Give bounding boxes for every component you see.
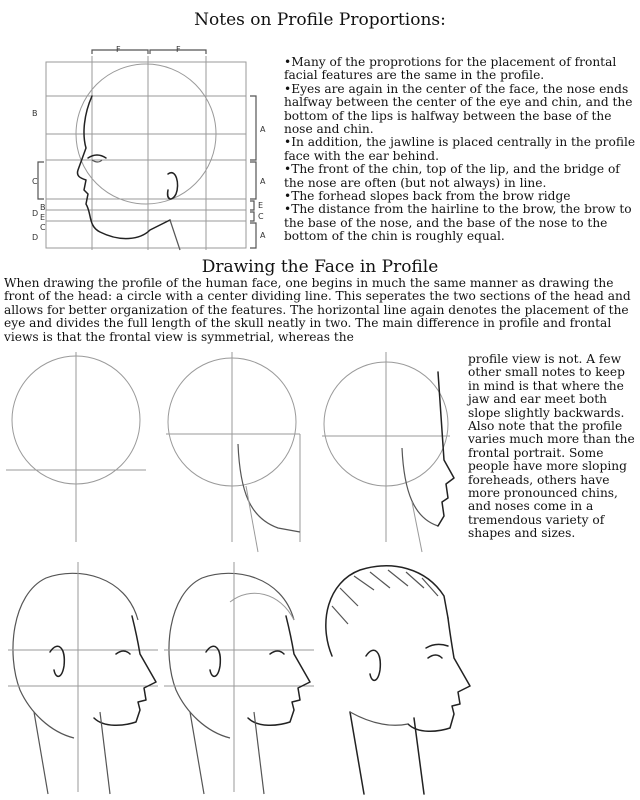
proportion-notes <box>284 56 636 244</box>
label-c: C <box>32 177 38 186</box>
note-item: • Many of the proprotions for the placement of frontal facial features are the same in the profile. <box>284 56 636 83</box>
note-item: • Eyes are again in the center of the face, the nose ends halfway between the center of the eye and chin, and the bottom of the lips is halfway between the base of the nose and chin. <box>284 83 636 137</box>
note-item: • The distance from the hairline to the brow, the brow to the base of the nose, and the base of the nose to the bottom of the chin is roughly equal. <box>284 203 636 243</box>
sketch-step-4 <box>8 562 168 798</box>
sketch-step-2 <box>160 352 310 552</box>
label-a2: A <box>260 177 266 186</box>
sketch-step-1 <box>4 352 154 552</box>
label-a1: A <box>260 125 266 134</box>
intro-paragraph: When drawing the profile of the human face, one begins in much the same manner as drawing the front of the head: a circle with a center dividing line. This seperates the two sections of the head and allows for better organization of the features. The horizontal line again denotes the placement of the eye and divides the full length of the skull neatly in two. The main difference in profile and frontal views is that the frontal view is symmetrial, whereas the <box>4 276 631 344</box>
label-bracket-e: E <box>258 201 264 210</box>
label-d1: D <box>32 209 39 218</box>
section-title: Drawing the Face in Profile <box>201 257 439 277</box>
note-item: • The front of the chin, top of the lip, and the bridge of the nose are often (but not always) in line. <box>284 163 636 190</box>
sketch-step-3 <box>316 352 466 552</box>
page-title: Notes on Profile Proportions: <box>194 10 446 30</box>
label-bracket-c: C <box>258 212 264 221</box>
sketch-step-5 <box>160 562 320 798</box>
label-e: E <box>40 213 46 222</box>
label-b2: B <box>40 203 46 212</box>
note-item: • In addition, the jawline is placed centrally in the profile face with the ear behind. <box>284 136 636 163</box>
label-f1: F <box>116 45 121 54</box>
proportions-diagram <box>30 44 280 256</box>
label-d2: D <box>32 233 39 242</box>
label-b: B <box>32 109 38 118</box>
note-item: • The forhead slopes back from the brow ridge <box>284 190 636 203</box>
label-a3: A <box>260 231 266 240</box>
side-notes: profile view is not. A few other small notes to keep in mind is that where the jaw and ear meet both slope slightly backwards. Also note that the profile varies much more than the frontal portrait. Some people have more sloping foreheads, others have more pronounced chins, and noses come in a tremendous variety of shapes and sizes. <box>468 352 635 541</box>
sketch-step-6 <box>314 562 474 798</box>
label-f2: F <box>176 45 181 54</box>
label-c2: C <box>40 223 46 232</box>
